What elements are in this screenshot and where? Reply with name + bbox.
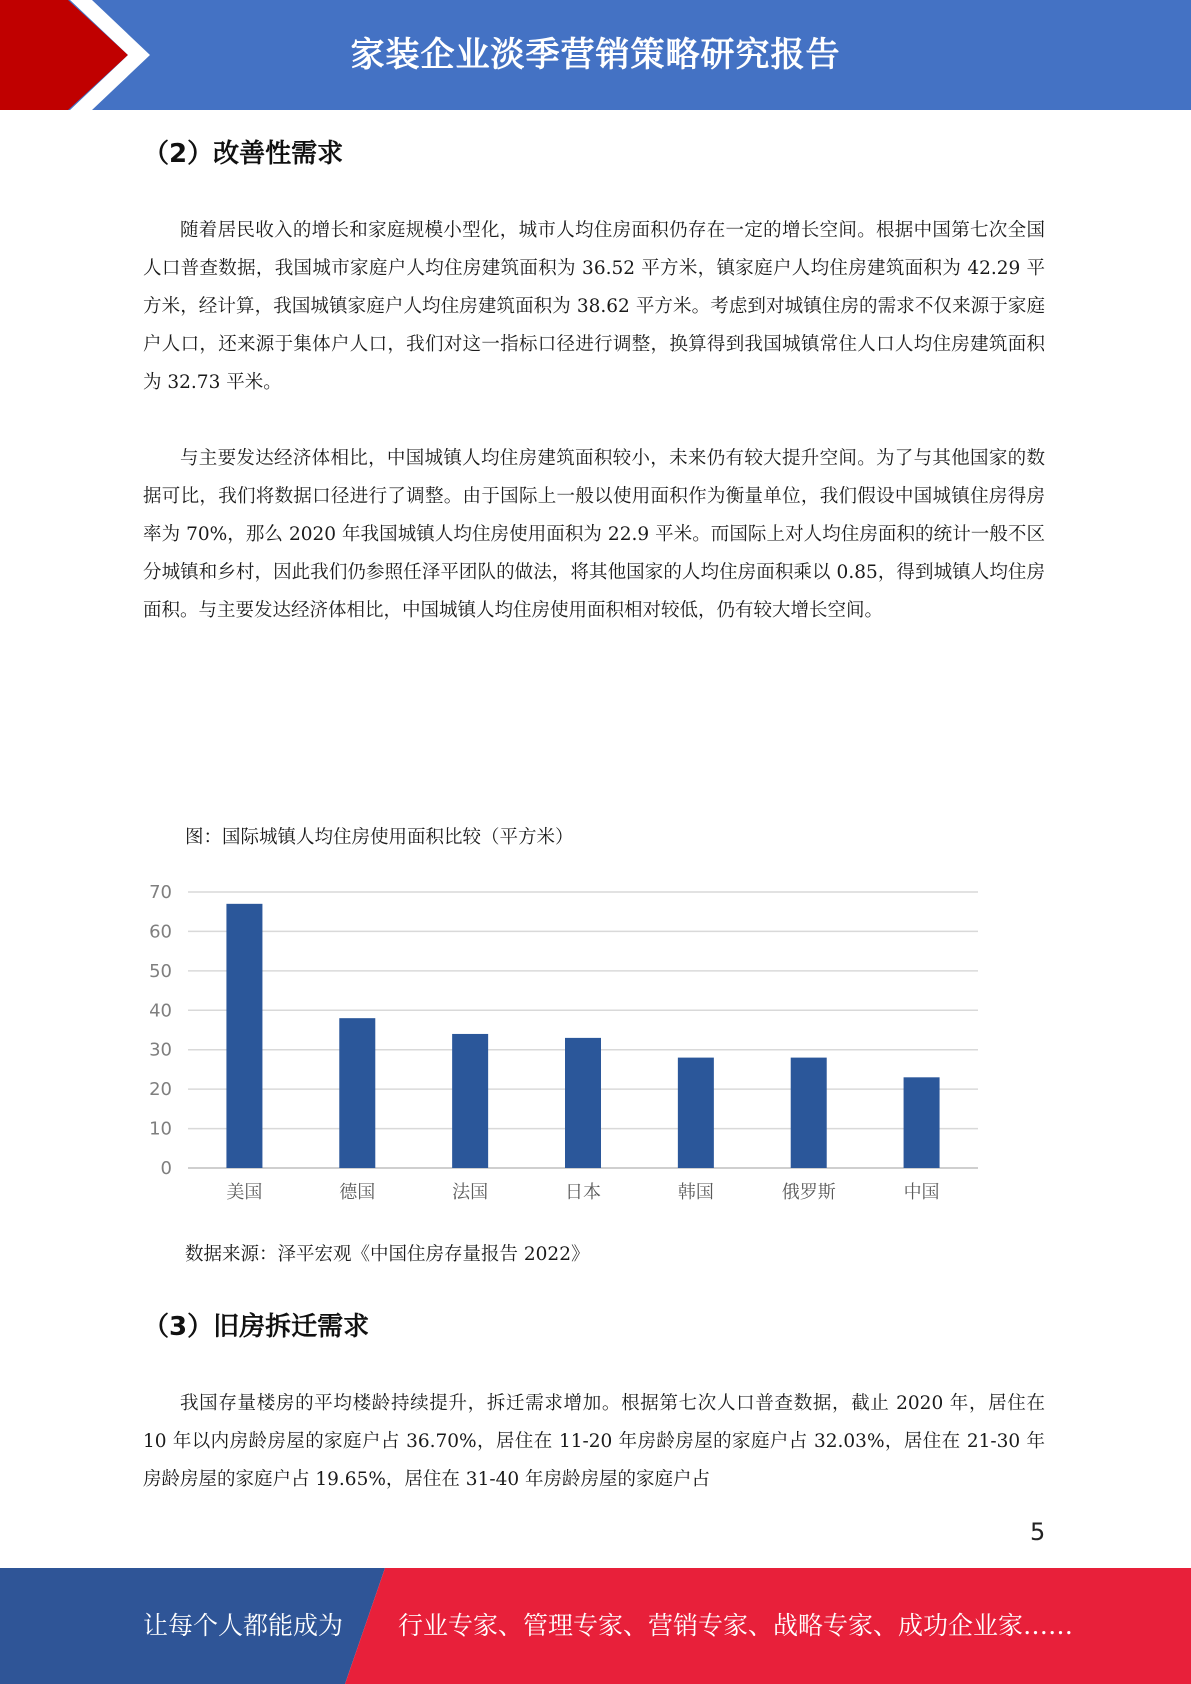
paragraph: 我国存量楼房的平均楼龄持续提升，拆迁需求增加。根据第七次人口普查数据，截止 2020 年，居住在 10 年以内房龄房屋的家庭户占 36.70%，居住在 11-20 年房龄房屋的家庭户占 32.03%，居住在 21-30 年房龄房屋的家庭户占 19.65%，居住在 31-40 年房龄房屋的家庭户占 bbox=[143, 1393, 1045, 1490]
paragraph: 与主要发达经济体相比，中国城镇人均住房建筑面积较小，未来仍有较大提升空间。为了与其他国家的数据可比，我们将数据口径进行了调整。由于国际上一般以使用面积作为衡量单位，我们假设中国城镇住房得房率为 70%，那么 2020 年我国城镇人均住房使用面积为 22.9 平米。而国际上对人均住房面积的统计一般不区分城镇和乡村，因此我们仍参照任泽平团队的做法，将其他国家的人均住房面积乘以 0.85，得到城镇人均住房面积。与主要发达经济体相比，中国城镇人均住房使用面积相对较低，仍有较大增长空间。 bbox=[143, 448, 1045, 621]
bar-中国 bbox=[904, 1077, 940, 1168]
y-tick-label: 10 bbox=[149, 1118, 172, 1140]
page-footer bbox=[0, 1568, 1191, 1684]
x-category-label: 中国 bbox=[903, 1182, 940, 1203]
bar-chart bbox=[140, 870, 1000, 1210]
x-category-label: 德国 bbox=[339, 1182, 376, 1203]
y-tick-label: 0 bbox=[160, 1158, 172, 1179]
footer-slogan-left: 让每个人都能成为 bbox=[143, 1611, 344, 1640]
figure-caption: 图：国际城镇人均住房使用面积比较（平方米） bbox=[185, 827, 574, 848]
figure-source: 数据来源：泽平宏观《中国住房存量报告 2022》 bbox=[185, 1244, 590, 1265]
bar-韩国 bbox=[678, 1058, 714, 1168]
y-tick-label: 20 bbox=[149, 1079, 172, 1101]
bar-法国 bbox=[452, 1034, 488, 1168]
page-number: 5 bbox=[1030, 1518, 1046, 1546]
bar-日本 bbox=[565, 1038, 601, 1168]
y-tick-label: 50 bbox=[149, 960, 172, 982]
report-title: 家装企业淡季营销策略研究报告 bbox=[350, 35, 841, 75]
y-tick-label: 40 bbox=[149, 1000, 172, 1022]
paragraph: 随着居民收入的增长和家庭规模小型化，城市人均住房面积仍存在一定的增长空间。根据中国第七次全国人口普查数据，我国城市家庭户人均住房建筑面积为 36.52 平方米，镇家庭户人均住房建筑面积为 42.29 平方米，经计算，我国城镇家庭户人均住房建筑面积为 38.62 平方米。考虑到对城镇住房的需求不仅来源于家庭户人口，还来源于集体户人口，我们对这一指标口径进行调整，换算得到我国城镇常住人口人均住房建筑面积为 32.73 平米。 bbox=[143, 220, 1045, 393]
section-heading-improvement-demand: （2）改善性需求 bbox=[143, 139, 344, 169]
x-category-label: 韩国 bbox=[677, 1182, 714, 1203]
bar-俄罗斯 bbox=[791, 1058, 827, 1168]
bar-美国 bbox=[226, 904, 262, 1168]
x-category-label: 俄罗斯 bbox=[781, 1182, 836, 1203]
bar-德国 bbox=[339, 1018, 375, 1168]
x-category-label: 日本 bbox=[565, 1182, 601, 1203]
x-category-label: 法国 bbox=[452, 1182, 489, 1203]
x-category-label: 美国 bbox=[226, 1182, 263, 1203]
y-tick-label: 30 bbox=[149, 1039, 172, 1061]
y-tick-label: 70 bbox=[149, 882, 172, 903]
section-heading-demolition-demand: （3）旧房拆迁需求 bbox=[143, 1312, 370, 1342]
page-header bbox=[0, 0, 1191, 110]
y-tick-label: 60 bbox=[149, 921, 172, 943]
footer-slogan-right: 行业专家、管理专家、营销专家、战略专家、成功企业家…… bbox=[398, 1611, 1074, 1640]
